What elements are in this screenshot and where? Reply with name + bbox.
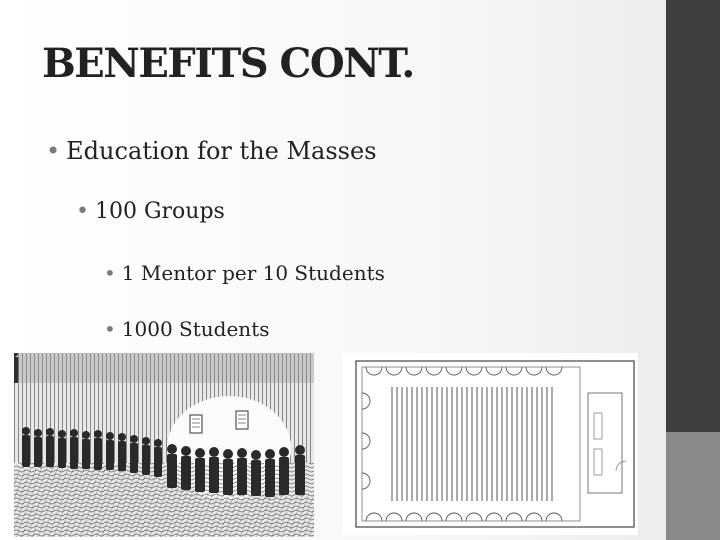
lecture-hall-engraving xyxy=(14,353,314,537)
bullet-level-1 xyxy=(46,137,377,165)
bullet-text: Education for the Masses xyxy=(66,137,377,165)
bullet-dot-icon: • xyxy=(104,317,116,341)
bullet-dot-icon: • xyxy=(104,261,116,285)
slide-title: BENEFITS CONT. xyxy=(42,40,414,87)
sidebar-accent-block xyxy=(666,432,720,540)
bullet-text: 1 Mentor per 10 Students xyxy=(121,261,385,285)
bullet-level-3 xyxy=(104,261,385,285)
bullet-text: 100 Groups xyxy=(94,199,225,224)
schoolroom-floor-plan xyxy=(342,353,638,535)
bullet-text: 1000 Students xyxy=(121,317,270,341)
bullet-dot-icon: • xyxy=(46,137,61,165)
bullet-level-3 xyxy=(104,317,270,341)
bullet-dot-icon: • xyxy=(76,199,89,224)
bullet-level-2 xyxy=(76,199,225,224)
